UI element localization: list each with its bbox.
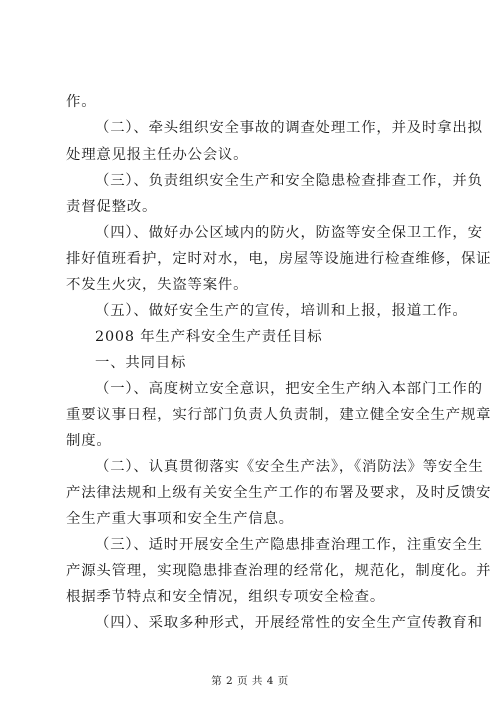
text-line: （四）、采取多种形式，开展经常性的安全生产宣传教育和	[95, 615, 483, 631]
text-line: （五）、做好安全生产的宣传，培训和上报，报道工作。	[95, 303, 468, 319]
text-line: 重要议事日程，实行部门负责人负责制，建立健全安全生产规章	[66, 407, 492, 423]
text-line: 全生产重大事项和安全生产信息。	[66, 511, 294, 527]
text-line: 作。	[66, 94, 97, 110]
text-line: 产源头管理，实现隐患排查治理的经常化，规范化，制度化。并	[66, 563, 492, 579]
text-line: 责督促整改。	[66, 199, 158, 215]
text-line: （三）、负责组织安全生产和安全隐患检查排查工作，并负	[95, 173, 483, 189]
text-line: （四）、做好办公区域内的防火，防盗等安全保卫工作，安	[95, 225, 483, 241]
text-line: （三）、适时开展安全生产隐患排查治理工作，注重安全生	[95, 537, 483, 553]
text-line: 排好值班看护，定时对水，电，房屋等设施进行检查维修，保证	[66, 251, 492, 267]
section-heading: 一、共同目标	[95, 355, 187, 371]
text-line: 不发生火灾，失盗等案件。	[66, 277, 249, 293]
text-line: 制度。	[66, 433, 112, 449]
text-line: （二）、牵头组织安全事故的调查处理工作，并及时拿出拟	[95, 120, 483, 136]
section-heading: 2008 年生产科安全生产责任目标	[95, 329, 323, 345]
text-line: 根据季节特点和安全情况，组织专项安全检查。	[66, 589, 386, 605]
page-footer: 第 2 页 共 4 页	[211, 675, 289, 687]
text-line: （二）、认真贯彻落实《安全生产法》，《消防法》等安全生	[95, 459, 484, 475]
text-line: 产法律法规和上级有关安全生产工作的布署及要求，及时反馈安	[66, 485, 492, 501]
text-line: 处理意见报主任办公会议。	[66, 147, 249, 163]
text-line: （一）、高度树立安全意识，把安全生产纳入本部门工作的	[95, 381, 483, 397]
